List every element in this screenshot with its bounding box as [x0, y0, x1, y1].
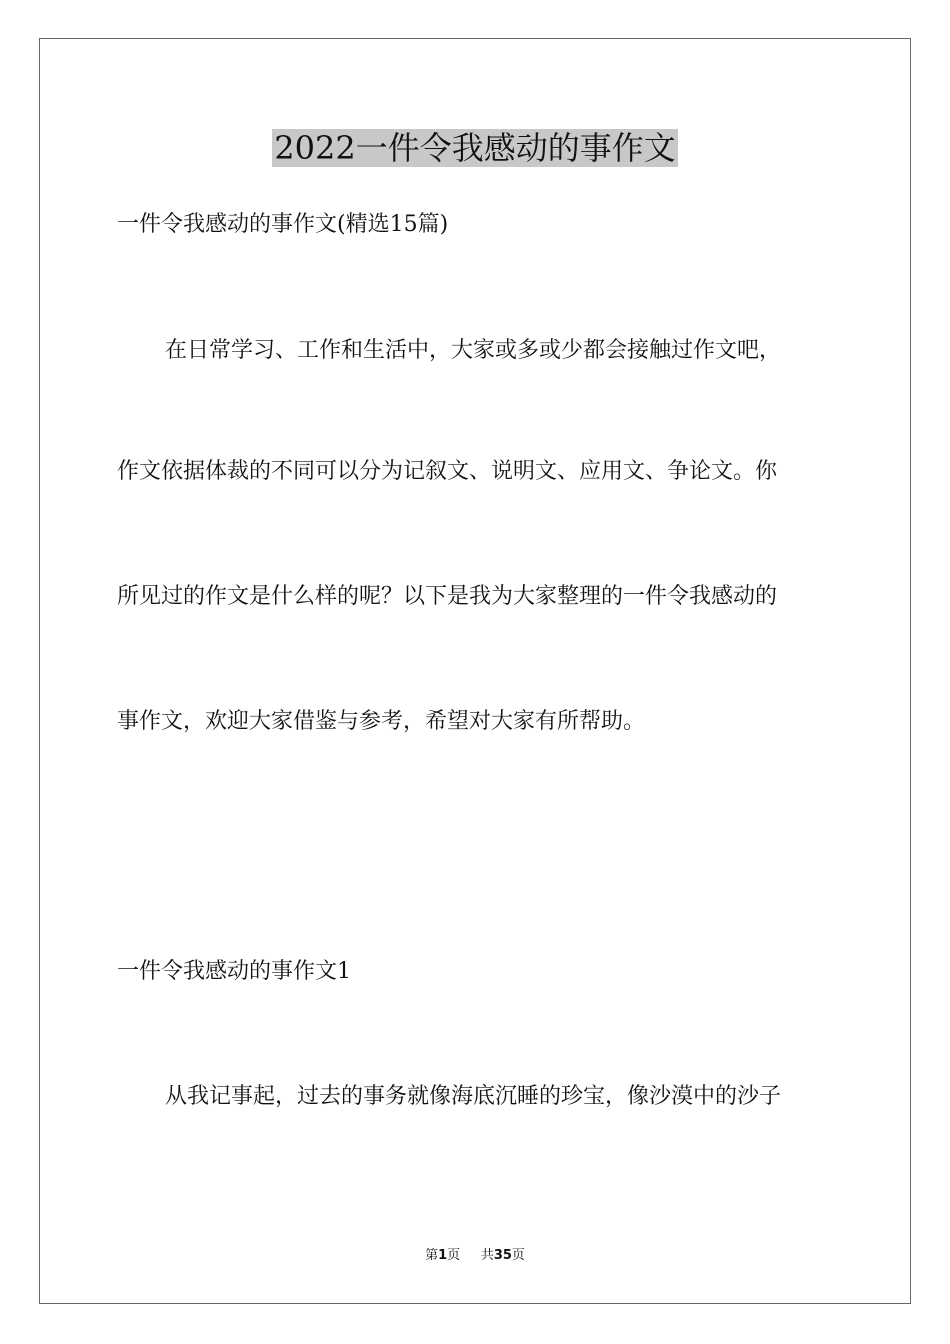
intro-line-4: 事作文，欢迎大家借鉴与参考，希望对大家有所帮助。: [117, 709, 646, 734]
intro-line-1: 在日常学习、工作和生活中，大家或多或少都会接触过作文吧，: [165, 338, 782, 363]
document-title: 2022一件令我感动的事作文: [274, 129, 676, 167]
intro-line-3: 所见过的作文是什么样的呢？以下是我为大家整理的一件令我感动的: [117, 584, 778, 609]
section-paragraph-line: 从我记事起，过去的事务就像海底沉睡的珍宝，像沙漠中的沙子: [165, 1084, 782, 1109]
page-footer: 第1页 共35页: [425, 1248, 525, 1263]
intro-line-2: 作文依据体裁的不同可以分为记叙文、说明文、应用文、争论文。你: [117, 459, 778, 484]
subtitle: 一件令我感动的事作文(精选15篇): [117, 212, 449, 237]
section-heading: 一件令我感动的事作文1: [117, 959, 351, 984]
